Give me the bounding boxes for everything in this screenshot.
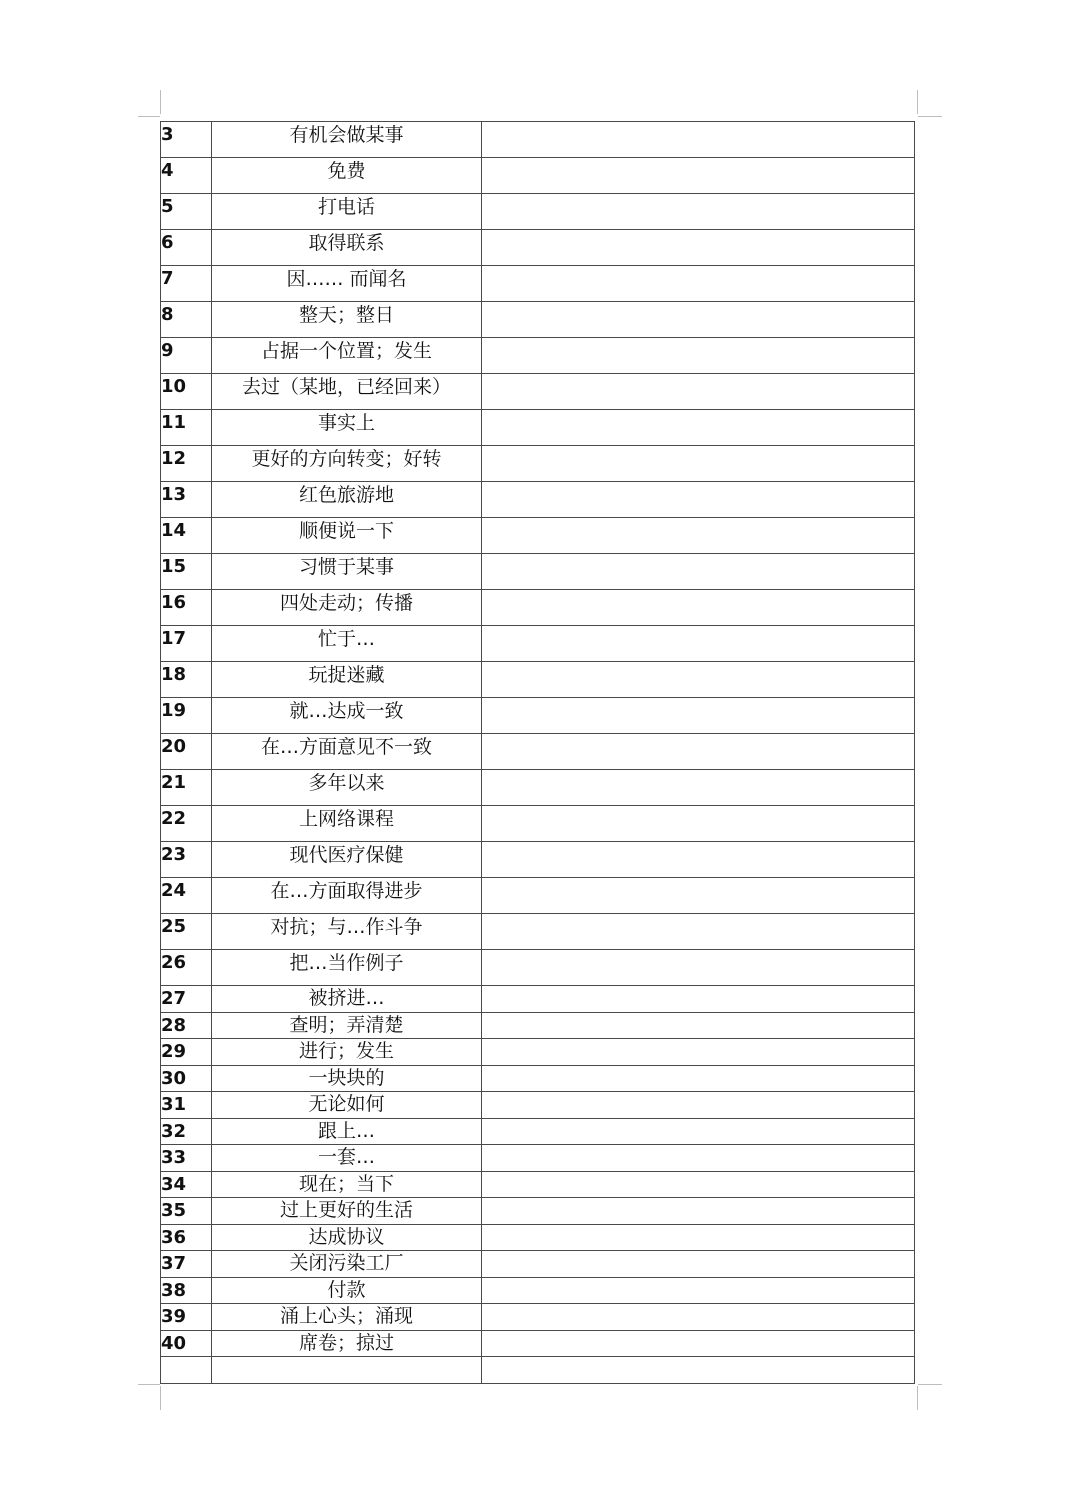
vocabulary-table xyxy=(160,121,915,1384)
chinese-phrase: 玩捉迷藏 xyxy=(212,662,482,698)
answer-cell[interactable] xyxy=(482,1304,915,1331)
row-number: 35 xyxy=(161,1198,212,1225)
answer-cell[interactable] xyxy=(482,410,915,446)
row-number: 23 xyxy=(161,842,212,878)
crop-mark-top-left xyxy=(160,90,161,114)
row-number: 5 xyxy=(161,194,212,230)
table-row xyxy=(161,1251,915,1278)
answer-cell[interactable] xyxy=(482,158,915,194)
answer-cell[interactable] xyxy=(482,194,915,230)
chinese-phrase: 占据一个位置；发生 xyxy=(212,338,482,374)
chinese-phrase: 达成协议 xyxy=(212,1224,482,1251)
row-number: 24 xyxy=(161,878,212,914)
chinese-phrase: 过上更好的生活 xyxy=(212,1198,482,1225)
chinese-phrase: 更好的方向转变；好转 xyxy=(212,446,482,482)
row-number: 20 xyxy=(161,734,212,770)
answer-cell[interactable] xyxy=(482,734,915,770)
row-number: 15 xyxy=(161,554,212,590)
answer-cell[interactable] xyxy=(482,878,915,914)
chinese-phrase: 有机会做某事 xyxy=(212,122,482,158)
answer-cell[interactable] xyxy=(482,1171,915,1198)
table-row xyxy=(161,374,915,410)
answer-cell[interactable] xyxy=(482,122,915,158)
row-number: 38 xyxy=(161,1277,212,1304)
chinese-phrase: 整天；整日 xyxy=(212,302,482,338)
chinese-phrase xyxy=(212,1357,482,1384)
row-number: 29 xyxy=(161,1039,212,1066)
table-row xyxy=(161,158,915,194)
chinese-phrase: 被挤进… xyxy=(212,986,482,1013)
answer-cell[interactable] xyxy=(482,554,915,590)
row-number: 16 xyxy=(161,590,212,626)
chinese-phrase: 因…… 而闻名 xyxy=(212,266,482,302)
row-number: 36 xyxy=(161,1224,212,1251)
table-row xyxy=(161,698,915,734)
crop-mark-top-right xyxy=(917,90,918,114)
row-number: 3 xyxy=(161,122,212,158)
table-row xyxy=(161,410,915,446)
chinese-phrase: 把…当作例子 xyxy=(212,950,482,986)
answer-cell[interactable] xyxy=(482,1251,915,1278)
chinese-phrase: 上网络课程 xyxy=(212,806,482,842)
chinese-phrase: 在…方面取得进步 xyxy=(212,878,482,914)
table-row xyxy=(161,662,915,698)
table-row xyxy=(161,734,915,770)
chinese-phrase: 关闭污染工厂 xyxy=(212,1251,482,1278)
chinese-phrase: 现在；当下 xyxy=(212,1171,482,1198)
answer-cell[interactable] xyxy=(482,374,915,410)
answer-cell[interactable] xyxy=(482,1065,915,1092)
crop-mark-top-left xyxy=(138,116,160,117)
row-number: 4 xyxy=(161,158,212,194)
row-number: 22 xyxy=(161,806,212,842)
answer-cell[interactable] xyxy=(482,626,915,662)
chinese-phrase: 现代医疗保健 xyxy=(212,842,482,878)
chinese-phrase: 一块块的 xyxy=(212,1065,482,1092)
table-row xyxy=(161,1304,915,1331)
table-row xyxy=(161,842,915,878)
answer-cell[interactable] xyxy=(482,842,915,878)
table-row xyxy=(161,878,915,914)
chinese-phrase: 免费 xyxy=(212,158,482,194)
answer-cell[interactable] xyxy=(482,770,915,806)
table-row xyxy=(161,482,915,518)
row-number: 21 xyxy=(161,770,212,806)
chinese-phrase: 顺便说一下 xyxy=(212,518,482,554)
table-row xyxy=(161,1171,915,1198)
answer-cell[interactable] xyxy=(482,518,915,554)
row-number: 14 xyxy=(161,518,212,554)
table-row xyxy=(161,1012,915,1039)
chinese-phrase: 红色旅游地 xyxy=(212,482,482,518)
row-number: 7 xyxy=(161,266,212,302)
row-number: 12 xyxy=(161,446,212,482)
answer-cell[interactable] xyxy=(482,914,915,950)
answer-cell[interactable] xyxy=(482,230,915,266)
answer-cell[interactable] xyxy=(482,1145,915,1172)
table-row xyxy=(161,554,915,590)
table-row xyxy=(161,626,915,662)
chinese-phrase: 在…方面意见不一致 xyxy=(212,734,482,770)
answer-cell[interactable] xyxy=(482,986,915,1013)
table-row xyxy=(161,302,915,338)
crop-mark-bottom-right xyxy=(918,1384,942,1385)
chinese-phrase: 席卷；掠过 xyxy=(212,1330,482,1357)
answer-cell[interactable] xyxy=(482,338,915,374)
chinese-phrase: 查明；弄清楚 xyxy=(212,1012,482,1039)
chinese-phrase: 涌上心头；涌现 xyxy=(212,1304,482,1331)
chinese-phrase: 多年以来 xyxy=(212,770,482,806)
table-row xyxy=(161,950,915,986)
chinese-phrase: 进行；发生 xyxy=(212,1039,482,1066)
chinese-phrase: 事实上 xyxy=(212,410,482,446)
chinese-phrase: 就…达成一致 xyxy=(212,698,482,734)
answer-cell[interactable] xyxy=(482,1224,915,1251)
answer-cell[interactable] xyxy=(482,1118,915,1145)
table-row xyxy=(161,1118,915,1145)
chinese-phrase: 习惯于某事 xyxy=(212,554,482,590)
crop-mark-top-right xyxy=(918,116,942,117)
row-number: 39 xyxy=(161,1304,212,1331)
row-number: 18 xyxy=(161,662,212,698)
row-number: 19 xyxy=(161,698,212,734)
table-row xyxy=(161,1145,915,1172)
row-number: 33 xyxy=(161,1145,212,1172)
answer-cell[interactable] xyxy=(482,446,915,482)
answer-cell[interactable] xyxy=(482,1092,915,1119)
table-row xyxy=(161,1198,915,1225)
table-row xyxy=(161,1092,915,1119)
table-row xyxy=(161,1330,915,1357)
row-number: 13 xyxy=(161,482,212,518)
chinese-phrase: 一套… xyxy=(212,1145,482,1172)
table-row xyxy=(161,1357,915,1384)
row-number: 10 xyxy=(161,374,212,410)
row-number: 25 xyxy=(161,914,212,950)
table-row xyxy=(161,266,915,302)
chinese-phrase: 取得联系 xyxy=(212,230,482,266)
row-number: 11 xyxy=(161,410,212,446)
table-row xyxy=(161,1224,915,1251)
row-number: 32 xyxy=(161,1118,212,1145)
chinese-phrase: 对抗；与…作斗争 xyxy=(212,914,482,950)
answer-cell[interactable] xyxy=(482,302,915,338)
row-number: 40 xyxy=(161,1330,212,1357)
answer-cell[interactable] xyxy=(482,1039,915,1066)
row-number: 17 xyxy=(161,626,212,662)
row-number: 9 xyxy=(161,338,212,374)
table-row xyxy=(161,230,915,266)
crop-mark-bottom-left xyxy=(160,1386,161,1410)
crop-mark-bottom-left xyxy=(138,1384,160,1385)
table-row xyxy=(161,590,915,626)
row-number: 26 xyxy=(161,950,212,986)
table-row xyxy=(161,1065,915,1092)
row-number: 8 xyxy=(161,302,212,338)
table-row xyxy=(161,446,915,482)
chinese-phrase: 跟上… xyxy=(212,1118,482,1145)
chinese-phrase: 四处走动；传播 xyxy=(212,590,482,626)
answer-cell[interactable] xyxy=(482,806,915,842)
chinese-phrase: 无论如何 xyxy=(212,1092,482,1119)
row-number: 30 xyxy=(161,1065,212,1092)
table-row xyxy=(161,122,915,158)
chinese-phrase: 忙于… xyxy=(212,626,482,662)
row-number: 6 xyxy=(161,230,212,266)
row-number: 27 xyxy=(161,986,212,1013)
answer-cell[interactable] xyxy=(482,1198,915,1225)
answer-cell[interactable] xyxy=(482,1330,915,1357)
table-row xyxy=(161,338,915,374)
answer-cell[interactable] xyxy=(482,1357,915,1384)
table-row xyxy=(161,986,915,1013)
row-number: 37 xyxy=(161,1251,212,1278)
table-row xyxy=(161,914,915,950)
answer-cell[interactable] xyxy=(482,266,915,302)
answer-cell[interactable] xyxy=(482,482,915,518)
row-number xyxy=(161,1357,212,1384)
table-row xyxy=(161,1039,915,1066)
row-number: 34 xyxy=(161,1171,212,1198)
table-row xyxy=(161,194,915,230)
crop-mark-bottom-right xyxy=(917,1386,918,1410)
answer-cell[interactable] xyxy=(482,1277,915,1304)
answer-cell[interactable] xyxy=(482,950,915,986)
table-row xyxy=(161,1277,915,1304)
table-row xyxy=(161,770,915,806)
answer-cell[interactable] xyxy=(482,662,915,698)
answer-cell[interactable] xyxy=(482,1012,915,1039)
chinese-phrase: 去过（某地，已经回来） xyxy=(212,374,482,410)
table-row xyxy=(161,518,915,554)
row-number: 31 xyxy=(161,1092,212,1119)
chinese-phrase: 打电话 xyxy=(212,194,482,230)
chinese-phrase: 付款 xyxy=(212,1277,482,1304)
answer-cell[interactable] xyxy=(482,698,915,734)
table-row xyxy=(161,806,915,842)
row-number: 28 xyxy=(161,1012,212,1039)
answer-cell[interactable] xyxy=(482,590,915,626)
